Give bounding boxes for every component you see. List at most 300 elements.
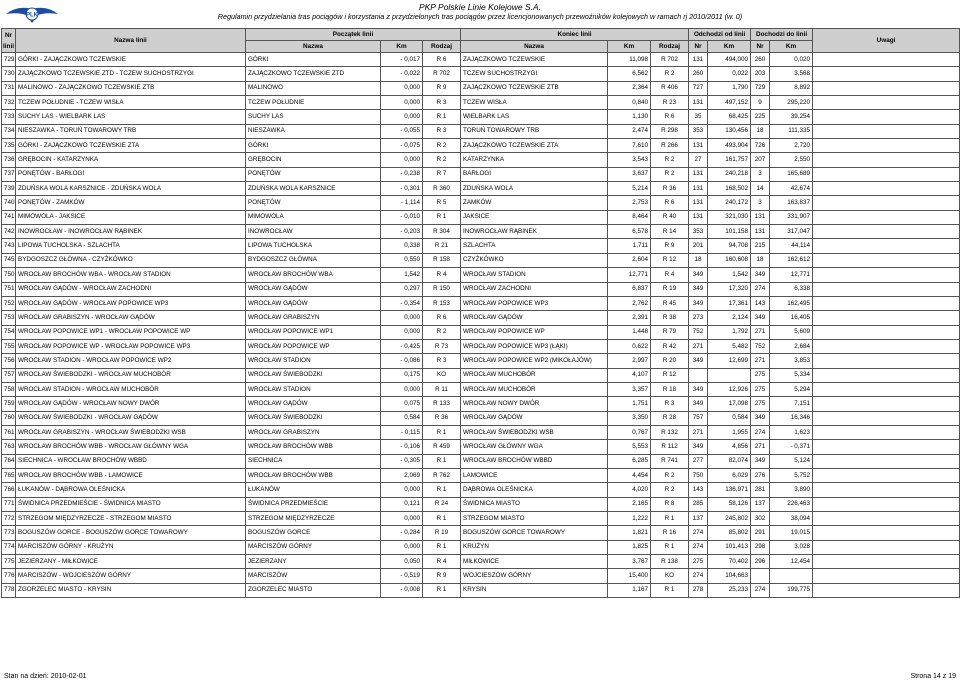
cell-odchodzi-km: 82,074 — [708, 454, 751, 468]
cell-koniec-nazwa: KATARZYNKA — [461, 153, 608, 167]
col-uwagi: Uwagi — [813, 29, 960, 53]
cell-odchodzi-km: 101,158 — [708, 225, 751, 239]
cell-poczatek-nazwa: SUCHY LAS — [246, 110, 381, 124]
cell-odchodzi-nr: 349 — [689, 268, 708, 282]
cell-odchodzi-nr — [689, 368, 708, 382]
cell-nr-linii: 734 — [2, 124, 16, 138]
cell-poczatek-nazwa: WROCŁAW POPOWICE WP1 — [246, 325, 381, 339]
cell-poczatek-nazwa: MARCISZÓW GÓRNY — [246, 540, 381, 554]
cell-uwagi — [813, 182, 960, 196]
cell-koniec-rodzaj: R 138 — [651, 555, 689, 569]
cell-nazwa-linii: GRĘBOCIN - KATARZYNKA — [16, 153, 246, 167]
cell-uwagi — [813, 81, 960, 95]
cell-odchodzi-km: 1,955 — [708, 425, 751, 439]
cell-poczatek-rodzaj: R 2 — [423, 325, 461, 339]
table-row — [2, 339, 960, 353]
cell-poczatek-km: - 0,301 — [381, 182, 423, 196]
cell-dochodzi-km: 16,346 — [770, 411, 813, 425]
cell-poczatek-km: 0,000 — [381, 382, 423, 396]
cell-nr-linii: 752 — [2, 296, 16, 310]
cell-koniec-rodzaj: R 18 — [651, 382, 689, 396]
cell-koniec-nazwa: WROCŁAW ZACHODNI — [461, 282, 608, 296]
cell-odchodzi-nr: 274 — [689, 526, 708, 540]
cell-koniec-nazwa: WROCŁAW POPOWICE WP — [461, 325, 608, 339]
cell-odchodzi-km: 104,663 — [708, 569, 751, 583]
cell-koniec-km: 3,357 — [608, 382, 651, 396]
cell-poczatek-nazwa: WROCŁAW BROCHÓW WBB — [246, 468, 381, 482]
cell-dochodzi-km: 2,684 — [770, 339, 813, 353]
cell-koniec-rodzaj: R 4 — [651, 268, 689, 282]
cell-uwagi — [813, 483, 960, 497]
cell-odchodzi-nr: 274 — [689, 540, 708, 554]
cell-poczatek-km: - 1,114 — [381, 196, 423, 210]
cell-poczatek-km: - 0,115 — [381, 425, 423, 439]
cell-dochodzi-km: 5,124 — [770, 454, 813, 468]
cell-dochodzi-km: 3,568 — [770, 67, 813, 81]
table-row — [2, 440, 960, 454]
cell-nr-linii: 742 — [2, 225, 16, 239]
cell-uwagi — [813, 167, 960, 181]
cell-koniec-km: 1,167 — [608, 583, 651, 597]
cell-dochodzi-nr: 131 — [751, 210, 770, 224]
cell-dochodzi-km: 163,837 — [770, 196, 813, 210]
cell-odchodzi-km: 321,030 — [708, 210, 751, 224]
cell-koniec-rodzaj: R 2 — [651, 153, 689, 167]
cell-nr-linii: 750 — [2, 268, 16, 282]
cell-koniec-km: 2,165 — [608, 497, 651, 511]
table-row — [2, 225, 960, 239]
cell-dochodzi-nr: 18 — [751, 124, 770, 138]
cell-dochodzi-km: - 0,371 — [770, 440, 813, 454]
col-nr-linii: Nr linii — [2, 29, 16, 53]
col-nazwa-linii: Nazwa linii — [16, 29, 246, 53]
svg-text:PLK: PLK — [26, 12, 38, 19]
cell-nr-linii: 778 — [2, 583, 16, 597]
cell-dochodzi-nr: 291 — [751, 526, 770, 540]
cell-poczatek-km: 0,000 — [381, 311, 423, 325]
cell-nr-linii: 743 — [2, 239, 16, 253]
col-odchodzi: Odchodzi od linii — [689, 29, 751, 41]
cell-nr-linii: 741 — [2, 210, 16, 224]
cell-odchodzi-km: 4,856 — [708, 440, 751, 454]
cell-koniec-nazwa: ZAJĄCZKOWO TCZEWSKIE ZTA — [461, 139, 608, 153]
table-row — [2, 382, 960, 396]
cell-nazwa-linii: WROCŁAW GRABISZYN - WROCŁAW ŚWIEBODZKI WSB — [16, 425, 246, 439]
cell-odchodzi-nr: 349 — [689, 440, 708, 454]
cell-dochodzi-km: 3,028 — [770, 540, 813, 554]
cell-odchodzi-nr: 349 — [689, 296, 708, 310]
subcol-rodzaj-start: Rodzaj — [423, 41, 461, 53]
cell-poczatek-km: 0,000 — [381, 81, 423, 95]
cell-poczatek-nazwa: GÓRKI — [246, 53, 381, 67]
cell-odchodzi-nr: 349 — [689, 354, 708, 368]
cell-koniec-km: 3,350 — [608, 411, 651, 425]
cell-odchodzi-nr: 727 — [689, 81, 708, 95]
cell-poczatek-km: - 0,284 — [381, 526, 423, 540]
cell-dochodzi-nr: 274 — [751, 282, 770, 296]
cell-dochodzi-km: 5,334 — [770, 368, 813, 382]
cell-poczatek-nazwa: WROCŁAW BROCHÓW WBB — [246, 440, 381, 454]
subcol-nazwa-start: Nazwa — [246, 41, 381, 53]
cell-koniec-km: 1,448 — [608, 325, 651, 339]
cell-koniec-km: 2,762 — [608, 296, 651, 310]
cell-koniec-rodzaj: R 2 — [651, 468, 689, 482]
cell-dochodzi-nr: 349 — [751, 411, 770, 425]
cell-koniec-rodzaj: R 2 — [651, 483, 689, 497]
cell-uwagi — [813, 311, 960, 325]
cell-uwagi — [813, 540, 960, 554]
cell-poczatek-rodzaj: R 1 — [423, 210, 461, 224]
cell-poczatek-nazwa: ZDUŃSKA WOLA KARSZNICE — [246, 182, 381, 196]
page-header — [0, 0, 960, 28]
cell-poczatek-km: - 0,086 — [381, 354, 423, 368]
cell-dochodzi-km: 165,689 — [770, 167, 813, 181]
cell-nr-linii: 751 — [2, 282, 16, 296]
cell-nazwa-linii: BOGUSZÓW GORCE - BOGUSZÓW GORCE TOWAROWY — [16, 526, 246, 540]
cell-koniec-km: 4,107 — [608, 368, 651, 382]
cell-nazwa-linii: WROCŁAW GĄDÓW - WROCŁAW ZACHODNI — [16, 282, 246, 296]
cell-odchodzi-km: 12,699 — [708, 354, 751, 368]
cell-odchodzi-km: 497,152 — [708, 96, 751, 110]
cell-uwagi — [813, 325, 960, 339]
cell-poczatek-rodzaj: R 36 — [423, 411, 461, 425]
cell-poczatek-rodzaj: R 2 — [423, 153, 461, 167]
cell-koniec-rodzaj: R 6 — [651, 196, 689, 210]
cell-koniec-km: 1,821 — [608, 526, 651, 540]
cell-uwagi — [813, 526, 960, 540]
cell-uwagi — [813, 440, 960, 454]
cell-dochodzi-km: 38,094 — [770, 512, 813, 526]
cell-koniec-nazwa: WIELBARK LAS — [461, 110, 608, 124]
cell-dochodzi-nr: 271 — [751, 354, 770, 368]
cell-nazwa-linii: MARCISZÓW GÓRNY - KRUŻYN — [16, 540, 246, 554]
cell-nazwa-linii: LIPOWA TUCHOLSKA - SZLACHTA — [16, 239, 246, 253]
table-row — [2, 411, 960, 425]
cell-poczatek-rodzaj: R 1 — [423, 483, 461, 497]
cell-koniec-rodzaj: R 45 — [651, 296, 689, 310]
cell-dochodzi-km: 12,771 — [770, 268, 813, 282]
cell-nazwa-linii: SUCHY LAS - WIELBARK LAS — [16, 110, 246, 124]
cell-uwagi — [813, 454, 960, 468]
cell-dochodzi-nr: 271 — [751, 440, 770, 454]
cell-uwagi — [813, 354, 960, 368]
cell-koniec-nazwa: INOWROCŁAW RĄBINEK — [461, 225, 608, 239]
cell-koniec-nazwa: WROCŁAW MUCHOBÓR — [461, 368, 608, 382]
cell-poczatek-rodzaj: R 150 — [423, 282, 461, 296]
cell-koniec-km: 1,711 — [608, 239, 651, 253]
cell-nr-linii: 765 — [2, 468, 16, 482]
cell-koniec-rodzaj: R 2 — [651, 67, 689, 81]
cell-dochodzi-nr: 131 — [751, 225, 770, 239]
table-row — [2, 196, 960, 210]
cell-poczatek-rodzaj: R 304 — [423, 225, 461, 239]
cell-poczatek-nazwa: GÓRKI — [246, 139, 381, 153]
cell-uwagi — [813, 210, 960, 224]
cell-uwagi — [813, 468, 960, 482]
cell-odchodzi-nr: 353 — [689, 124, 708, 138]
cell-poczatek-nazwa: INOWROCŁAW — [246, 225, 381, 239]
cell-koniec-km: 3,543 — [608, 153, 651, 167]
cell-dochodzi-km: 16,405 — [770, 311, 813, 325]
cell-poczatek-km: - 0,354 — [381, 296, 423, 310]
cell-nazwa-linii: WROCŁAW ŚWIEBODZKI - WROCŁAW MUCHOBÓR — [16, 368, 246, 382]
cell-nazwa-linii: TCZEW POŁUDNIE - TCZEW WISŁA — [16, 96, 246, 110]
cell-poczatek-nazwa: BOGUSZÓW GORCE — [246, 526, 381, 540]
cell-poczatek-km: - 0,106 — [381, 440, 423, 454]
table-row — [2, 96, 960, 110]
cell-dochodzi-nr: 271 — [751, 325, 770, 339]
cell-nazwa-linii: WROCŁAW ŚWIEBODZKI - WROCŁAW GĄDÓW — [16, 411, 246, 425]
cell-dochodzi-nr: 215 — [751, 239, 770, 253]
cell-poczatek-nazwa: NIESZAWKA — [246, 124, 381, 138]
cell-poczatek-nazwa: LIPOWA TUCHOLSKA — [246, 239, 381, 253]
cell-koniec-km: 6,285 — [608, 454, 651, 468]
cell-koniec-nazwa: BARŁOGI — [461, 167, 608, 181]
table-row — [2, 153, 960, 167]
cell-dochodzi-km: 226,463 — [770, 497, 813, 511]
cell-dochodzi-km: 162,495 — [770, 296, 813, 310]
cell-uwagi — [813, 555, 960, 569]
cell-uwagi — [813, 569, 960, 583]
cell-koniec-nazwa: WROCŁAW MUCHOBÓR — [461, 382, 608, 396]
cell-odchodzi-nr: 273 — [689, 311, 708, 325]
cell-koniec-nazwa: TCZEW SUCHOSTRZYGI — [461, 67, 608, 81]
cell-dochodzi-km: 6,338 — [770, 282, 813, 296]
cell-poczatek-km: - 0,425 — [381, 339, 423, 353]
cell-odchodzi-km: 5,482 — [708, 339, 751, 353]
table-row — [2, 210, 960, 224]
cell-koniec-rodzaj: R 8 — [651, 497, 689, 511]
cell-poczatek-km: 0,550 — [381, 253, 423, 267]
cell-uwagi — [813, 397, 960, 411]
cell-dochodzi-km: 2,720 — [770, 139, 813, 153]
cell-dochodzi-nr: 274 — [751, 425, 770, 439]
cell-nazwa-linii: WROCŁAW BROCHÓW WBA - WROCŁAW STADION — [16, 268, 246, 282]
cell-odchodzi-km: 68,425 — [708, 110, 751, 124]
cell-nazwa-linii: WROCŁAW GRABISZYN - WROCŁAW GĄDÓW — [16, 311, 246, 325]
table-row — [2, 325, 960, 339]
cell-poczatek-km: 0,000 — [381, 153, 423, 167]
cell-koniec-km: 2,474 — [608, 124, 651, 138]
cell-poczatek-km: 0,175 — [381, 368, 423, 382]
cell-dochodzi-km: 111,335 — [770, 124, 813, 138]
cell-koniec-rodzaj: R 406 — [651, 81, 689, 95]
cell-koniec-rodzaj: R 3 — [651, 397, 689, 411]
cell-poczatek-nazwa: WROCŁAW ŚWIEBODZKI — [246, 368, 381, 382]
cell-uwagi — [813, 124, 960, 138]
cell-koniec-rodzaj: R 40 — [651, 210, 689, 224]
cell-poczatek-nazwa: WROCŁAW POPOWICE WP — [246, 339, 381, 353]
cell-koniec-km: 2,364 — [608, 81, 651, 95]
cell-odchodzi-nr: 260 — [689, 67, 708, 81]
cell-nazwa-linii: ZDUŃSKA WOLA KARSZNICE - ZDUŃSKA WOLA — [16, 182, 246, 196]
cell-odchodzi-nr: 285 — [689, 497, 708, 511]
cell-dochodzi-km: 162,612 — [770, 253, 813, 267]
table-row — [2, 81, 960, 95]
cell-dochodzi-km: 12,454 — [770, 555, 813, 569]
table-row — [2, 296, 960, 310]
cell-uwagi — [813, 282, 960, 296]
cell-nr-linii: 776 — [2, 569, 16, 583]
cell-koniec-rodzaj: R 1 — [651, 583, 689, 597]
cell-nr-linii: 730 — [2, 67, 16, 81]
cell-poczatek-rodzaj: R 3 — [423, 96, 461, 110]
cell-dochodzi-km: 2,550 — [770, 153, 813, 167]
cell-poczatek-nazwa: SIECHNICA — [246, 454, 381, 468]
cell-koniec-rodzaj: R 1 — [651, 512, 689, 526]
cell-dochodzi-km: 0,020 — [770, 53, 813, 67]
cell-uwagi — [813, 53, 960, 67]
cell-dochodzi-nr: 281 — [751, 483, 770, 497]
cell-odchodzi-nr: 277 — [689, 454, 708, 468]
cell-dochodzi-nr: 752 — [751, 339, 770, 353]
table-row — [2, 483, 960, 497]
subcol-km-odch: Km — [708, 41, 751, 53]
cell-poczatek-rodzaj: R 1 — [423, 454, 461, 468]
cell-koniec-km: 6,837 — [608, 282, 651, 296]
cell-koniec-rodzaj: R 14 — [651, 225, 689, 239]
cell-dochodzi-km: 295,220 — [770, 96, 813, 110]
cell-dochodzi-nr: 729 — [751, 81, 770, 95]
cell-poczatek-rodzaj: R 11 — [423, 382, 461, 396]
cell-nazwa-linii: INOWROCŁAW - INOWROCŁAW RĄBINEK — [16, 225, 246, 239]
cell-koniec-rodzaj: R 6 — [651, 110, 689, 124]
cell-poczatek-km: 0,050 — [381, 555, 423, 569]
cell-nazwa-linii: WROCŁAW STADION - WROCŁAW POPOWICE WP2 — [16, 354, 246, 368]
cell-koniec-km: 0,840 — [608, 96, 651, 110]
cell-poczatek-km: 0,000 — [381, 512, 423, 526]
subcol-nr-odch: Nr — [689, 41, 708, 53]
cell-koniec-rodzaj: R 9 — [651, 239, 689, 253]
cell-koniec-km: 1,222 — [608, 512, 651, 526]
cell-poczatek-nazwa: ŁUKANÓW — [246, 483, 381, 497]
cell-koniec-rodzaj: R 12 — [651, 253, 689, 267]
cell-poczatek-km: 0,000 — [381, 540, 423, 554]
cell-poczatek-km: 0,338 — [381, 239, 423, 253]
cell-poczatek-nazwa: MALINOWO — [246, 81, 381, 95]
cell-dochodzi-km: 3,890 — [770, 483, 813, 497]
cell-poczatek-rodzaj: R 702 — [423, 67, 461, 81]
cell-dochodzi-nr: 203 — [751, 67, 770, 81]
cell-dochodzi-km: 199,775 — [770, 583, 813, 597]
cell-odchodzi-nr: 752 — [689, 325, 708, 339]
cell-poczatek-nazwa: WROCŁAW GĄDÓW — [246, 296, 381, 310]
table-row — [2, 110, 960, 124]
cell-koniec-rodzaj: R 42 — [651, 339, 689, 353]
cell-nazwa-linii: MIMOWOLA - JAKSICE — [16, 210, 246, 224]
cell-odchodzi-nr: 271 — [689, 425, 708, 439]
cell-koniec-rodzaj: R 132 — [651, 425, 689, 439]
cell-koniec-km: 1,751 — [608, 397, 651, 411]
status-date: Stan na dzień: 2010-02-01 — [4, 673, 87, 680]
table-row — [2, 397, 960, 411]
cell-dochodzi-nr: 726 — [751, 139, 770, 153]
cell-odchodzi-km: 130,456 — [708, 124, 751, 138]
cell-dochodzi-km: 5,294 — [770, 382, 813, 396]
cell-poczatek-km: - 0,203 — [381, 225, 423, 239]
cell-poczatek-rodzaj: R 4 — [423, 268, 461, 282]
cell-poczatek-km: - 0,017 — [381, 53, 423, 67]
cell-nr-linii: 735 — [2, 139, 16, 153]
cell-uwagi — [813, 139, 960, 153]
table-row — [2, 167, 960, 181]
cell-nr-linii: 775 — [2, 555, 16, 569]
table-row — [2, 425, 960, 439]
cell-koniec-rodzaj: R 79 — [651, 325, 689, 339]
cell-poczatek-rodzaj: R 1 — [423, 425, 461, 439]
table-row — [2, 53, 960, 67]
cell-nazwa-linii: STRZEGOM MIĘDZYRZECZE - STRZEGOM MIASTO — [16, 512, 246, 526]
cell-koniec-km: 6,562 — [608, 67, 651, 81]
cell-koniec-nazwa: ZAJĄCZKOWO TCZEWSKIE ZTB — [461, 81, 608, 95]
table-row — [2, 311, 960, 325]
cell-dochodzi-nr: 14 — [751, 182, 770, 196]
cell-dochodzi-nr: 137 — [751, 497, 770, 511]
cell-poczatek-rodzaj: KO — [423, 368, 461, 382]
cell-odchodzi-km: 240,172 — [708, 196, 751, 210]
cell-poczatek-rodzaj: R 158 — [423, 253, 461, 267]
cell-poczatek-nazwa: WROCŁAW STADION — [246, 382, 381, 396]
cell-dochodzi-nr: 275 — [751, 368, 770, 382]
cell-dochodzi-km: 317,047 — [770, 225, 813, 239]
cell-dochodzi-nr: 349 — [751, 454, 770, 468]
cell-koniec-km: 11,098 — [608, 53, 651, 67]
cell-dochodzi-km: 19,015 — [770, 526, 813, 540]
cell-koniec-rodzaj: R 702 — [651, 53, 689, 67]
cell-koniec-rodzaj: R 112 — [651, 440, 689, 454]
cell-nazwa-linii: GÓRKI - ZAJĄCZKOWO TCZEWSKIE ZTA — [16, 139, 246, 153]
cell-odchodzi-km: 493,904 — [708, 139, 751, 153]
cell-koniec-rodzaj: R 20 — [651, 354, 689, 368]
cell-nr-linii: 736 — [2, 153, 16, 167]
cell-uwagi — [813, 253, 960, 267]
cell-nr-linii: 739 — [2, 182, 16, 196]
cell-nr-linii: 758 — [2, 382, 16, 396]
cell-odchodzi-nr: 131 — [689, 96, 708, 110]
cell-dochodzi-nr: 298 — [751, 540, 770, 554]
cell-poczatek-nazwa: WROCŁAW STADION — [246, 354, 381, 368]
cell-dochodzi-nr: 18 — [751, 253, 770, 267]
cell-nr-linii: 774 — [2, 540, 16, 554]
col-koniec-linii: Koniec linii — [461, 29, 689, 41]
cell-odchodzi-km: 0,584 — [708, 411, 751, 425]
cell-dochodzi-km: 7,151 — [770, 397, 813, 411]
cell-koniec-km: 1,825 — [608, 540, 651, 554]
cell-poczatek-rodzaj: R 24 — [423, 497, 461, 511]
cell-poczatek-nazwa: WROCŁAW GĄDÓW — [246, 397, 381, 411]
cell-koniec-nazwa: ZAJĄCZKOWO TCZEWSKIE — [461, 53, 608, 67]
cell-dochodzi-nr: 274 — [751, 583, 770, 597]
cell-koniec-nazwa: WROCŁAW BROCHÓW WBBD — [461, 454, 608, 468]
cell-poczatek-rodzaj: R 73 — [423, 339, 461, 353]
cell-uwagi — [813, 296, 960, 310]
cell-koniec-km: 4,020 — [608, 483, 651, 497]
cell-poczatek-nazwa: PONĘTÓW — [246, 196, 381, 210]
cell-dochodzi-nr: 302 — [751, 512, 770, 526]
cell-koniec-km: 2,997 — [608, 354, 651, 368]
cell-odchodzi-km: 85,802 — [708, 526, 751, 540]
subcol-km-start: Km — [381, 41, 423, 53]
table-row — [2, 67, 960, 81]
cell-nr-linii: 755 — [2, 339, 16, 353]
cell-koniec-nazwa: TCZEW WISŁA — [461, 96, 608, 110]
cell-uwagi — [813, 196, 960, 210]
cell-koniec-km: 3,767 — [608, 555, 651, 569]
cell-poczatek-km: - 0,008 — [381, 583, 423, 597]
cell-koniec-nazwa: WROCŁAW NOWY DWÓR — [461, 397, 608, 411]
cell-odchodzi-km: 240,218 — [708, 167, 751, 181]
cell-odchodzi-nr: 201 — [689, 239, 708, 253]
